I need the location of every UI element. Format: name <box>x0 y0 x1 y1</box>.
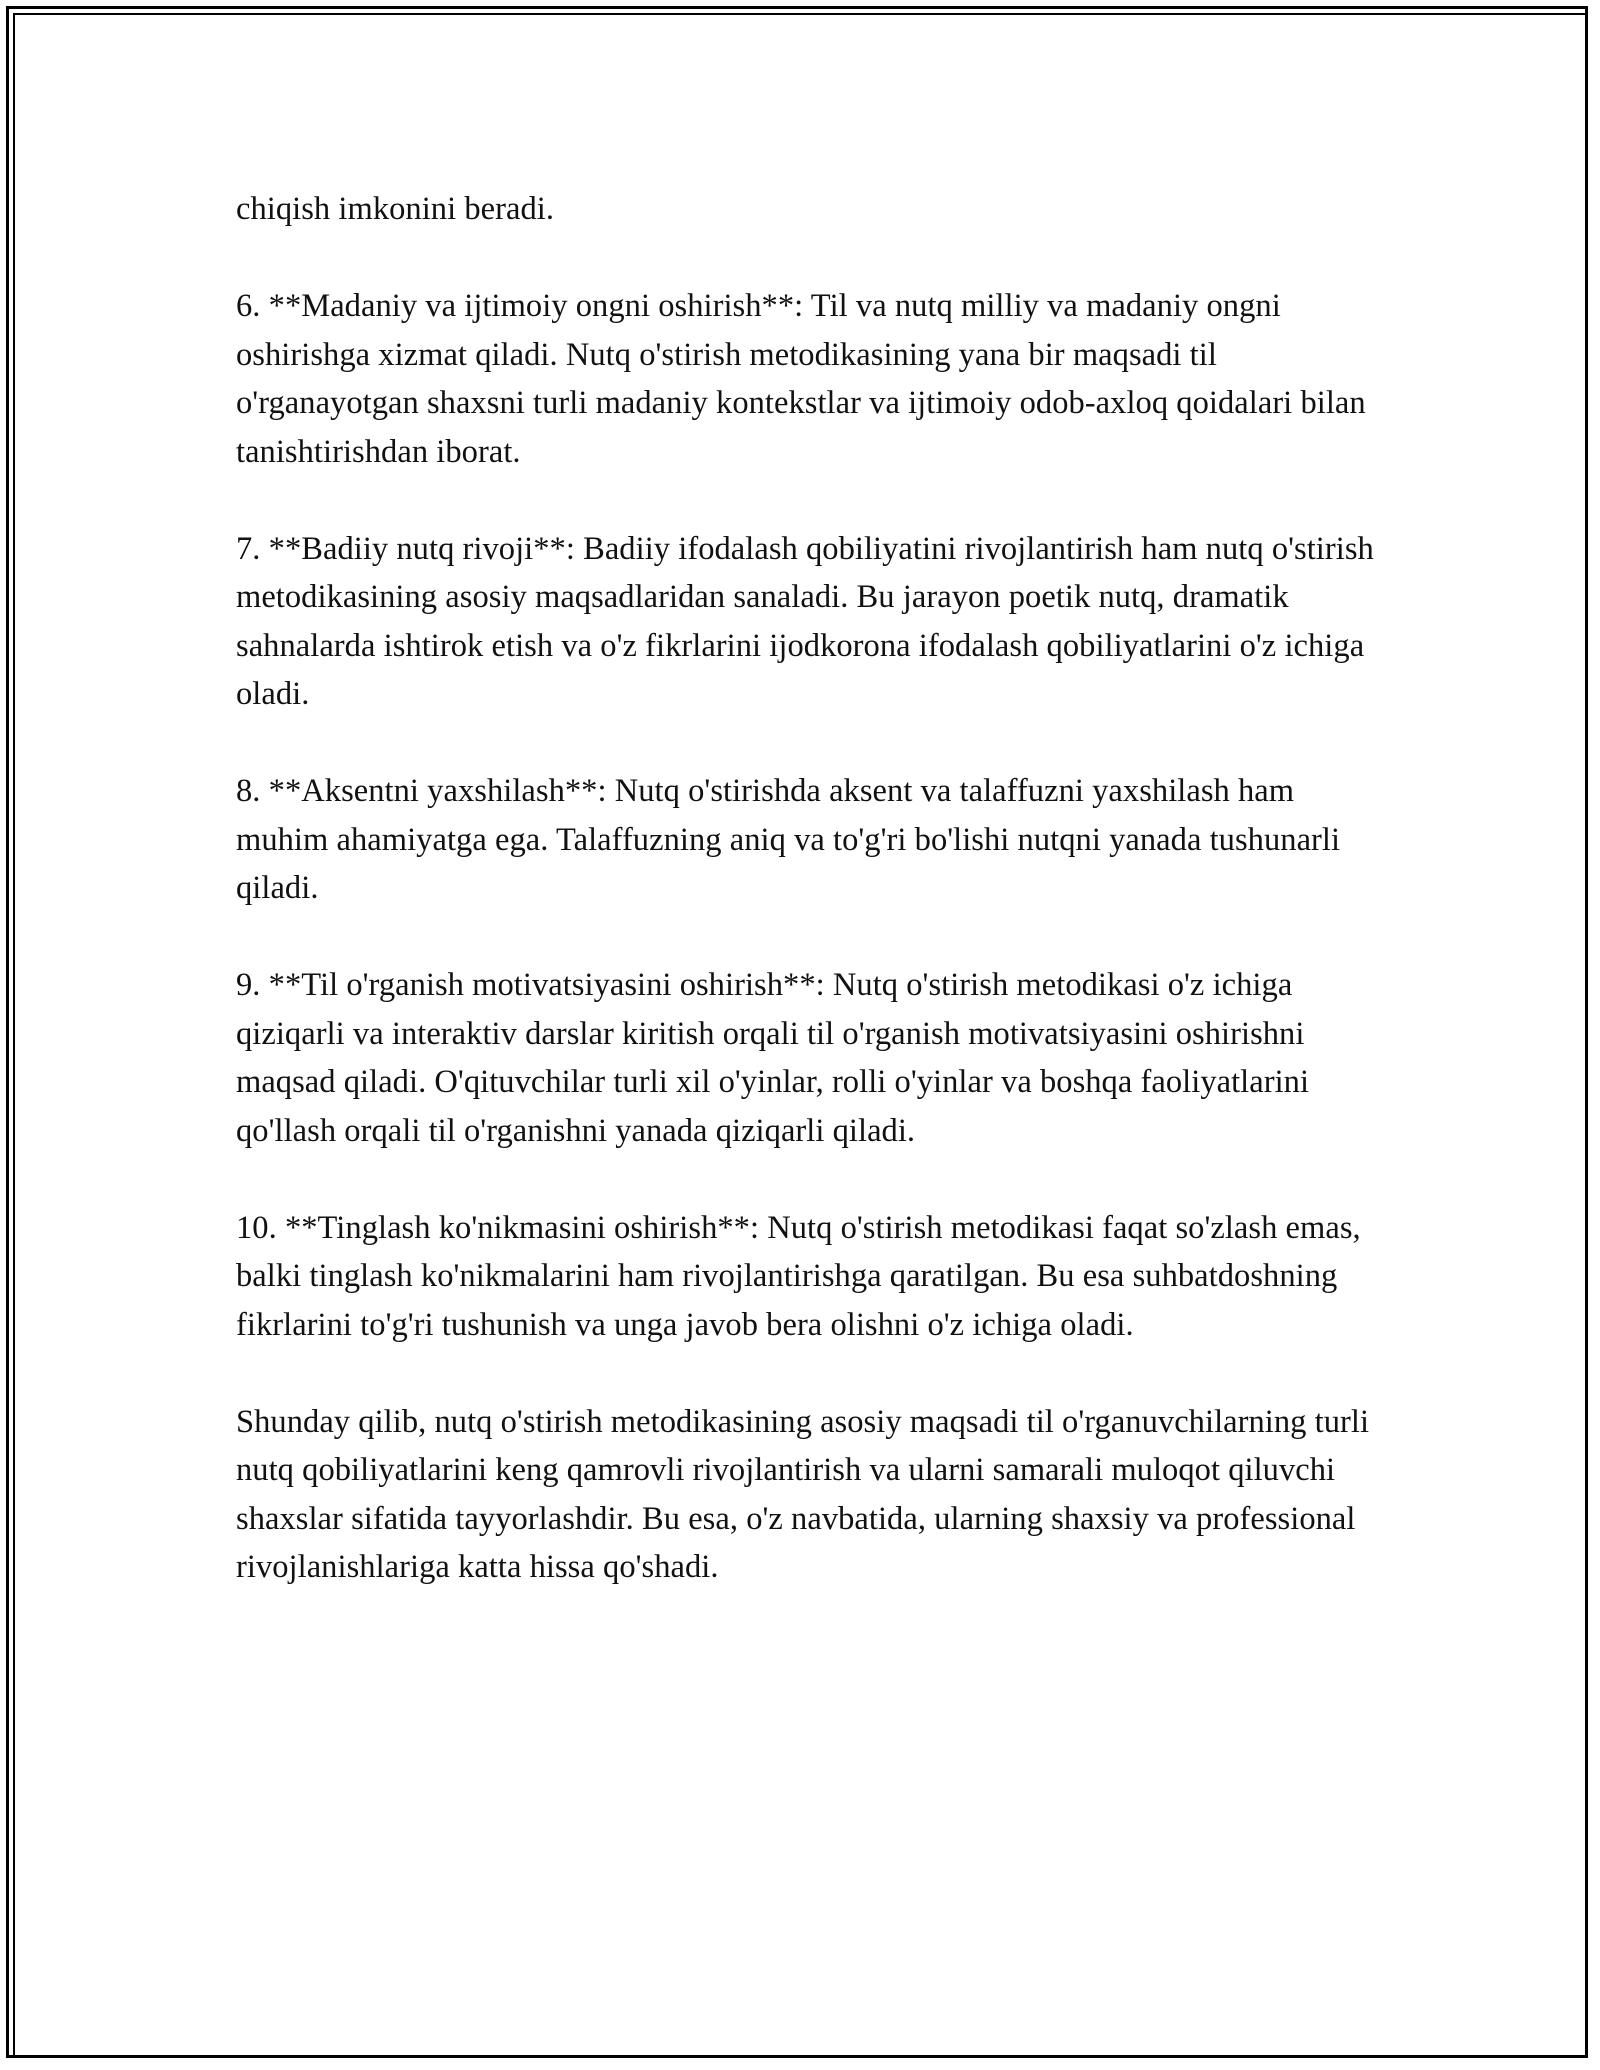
paragraph-continuation: chiqish imkonini beradi. <box>236 191 555 227</box>
paragraph-conclusion: Shunday qilib, nutq o'stirish metodikasining asosiy maqsadi til o'rganuvchilarning turli nutq qobiliyatlarini keng qamrovli rivojlantirish va ularni samarali muloqot qiluvchi shaxslar sifatida tayyorlashdir. Bu esa, o'z navbatida, ularning shaxsiy va professional rivojlanishlariga katta hissa qo'shadi. <box>236 1403 1370 1585</box>
paragraph-item-7: 7. **Badiiy nutq rivoji**: Badiiy ifodalash qobiliyatini rivojlantirish ham nutq o'stirish metodikasining asosiy maqsadlaridan sanaladi. Bu jarayon poetik nutq, dramatik sahnalarda ishtirok etish va o'z fikrlarini ijodkorona ifodalash qobiliyatlarini o'z ichiga oladi. <box>236 530 1374 712</box>
paragraph-item-6: 6. **Madaniy va ijtimoiy ongni oshirish**: Til va nutq milliy va madaniy ongni oshirishga xizmat qiladi. Nutq o'stirish metodikasining yana bir maqsadi til o'rganayotgan shaxsni turli madaniy kontekstlar va ijtimoiy odob-axloq qoidalari bilan tanishtirishdan iborat. <box>236 288 1366 470</box>
document-body <box>236 185 1376 1592</box>
paragraph-item-10: 10. **Tinglash ko'nikmasini oshirish**: Nutq o'stirish metodikasi faqat so'zlash emas, balki tinglash ko'nikmalarini ham rivojlantirishga qaratilgan. Bu esa suhbatdoshning fikrlarini to'g'ri tushunish va unga javob bera olishni o'z ichiga oladi. <box>236 1209 1361 1343</box>
paragraph-item-8: 8. **Aksentni yaxshilash**: Nutq o'stirishda aksent va talaffuzni yaxshilash ham muhim ahamiyatga ega. Talaffuzning aniq va to'g'ri bo'lishi nutqni yanada tushunarli qiladi. <box>236 773 1341 906</box>
paragraph-item-9: 9. **Til o'rganish motivatsiyasini oshirish**: Nutq o'stirish metodikasi o'z ichiga qiziqarli va interaktiv darslar kiritish orqali til o'rganish motivatsiyasini oshirishni maqsad qiladi. O'qituvchilar turli xil o'yinlar, rolli o'yinlar va boshqa faoliyatlarini qo'llash orqali til o'rganishni yanada qiziqarli qiladi. <box>236 967 1310 1149</box>
